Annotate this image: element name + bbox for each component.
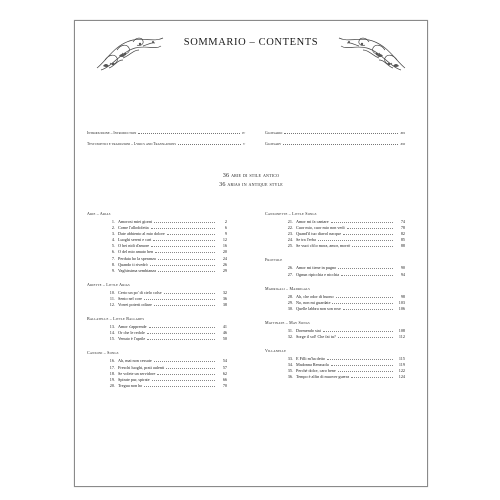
section-title: Frottole bbox=[265, 257, 283, 263]
entry-title: Tempo è alfin di muover guerra bbox=[296, 374, 350, 380]
section-title: Canzoni – Songs bbox=[87, 350, 119, 356]
entry-title: Se volete un servidore bbox=[118, 370, 156, 376]
section-title: Mattinate – May Songs bbox=[265, 319, 310, 325]
section-heading-english: 36 arias in antique style bbox=[219, 181, 283, 188]
contents-section bbox=[265, 320, 405, 340]
entry-page: 103 bbox=[398, 299, 405, 305]
entry-number: 10. bbox=[109, 289, 115, 295]
entry-page: 32 bbox=[222, 289, 227, 295]
entry-number: 12. bbox=[109, 302, 115, 308]
entry-title: Vaghissima sembianza bbox=[118, 267, 157, 273]
entry-title: Come l'allodoletta bbox=[118, 225, 149, 231]
entry-number: 11. bbox=[109, 295, 115, 301]
entry-number: 13. bbox=[109, 324, 115, 330]
contents-entry bbox=[265, 334, 405, 340]
entry-number: 14. bbox=[109, 330, 115, 336]
entry-page: 94 bbox=[400, 271, 405, 277]
entry-title: E Filli m'ha detto bbox=[296, 356, 326, 362]
entry-page: 20 bbox=[222, 249, 227, 255]
right-scroll-ornament-icon bbox=[337, 30, 407, 74]
entry-title: Vorrei poterti odiare bbox=[118, 302, 152, 308]
glossary-entry: Glossary xxi bbox=[265, 142, 405, 146]
entry-page: 16 bbox=[222, 243, 227, 249]
intro-entry: Introduzione – Introduction iv bbox=[87, 131, 245, 135]
document-page bbox=[74, 20, 428, 487]
entry-title: Quando ti rivedrò bbox=[118, 261, 148, 267]
entry-title: Madonna Renzuola bbox=[296, 362, 329, 368]
entry-number: 19. bbox=[109, 376, 115, 382]
entry-title: Tregua non ho bbox=[118, 382, 143, 388]
entry-page: 88 bbox=[400, 243, 405, 249]
section-title: Ariette – Little Arias bbox=[87, 281, 130, 287]
contents-section bbox=[265, 257, 405, 277]
entry-page: 90 bbox=[400, 265, 405, 271]
entry-page: 70 bbox=[222, 382, 227, 388]
entry-page: 124 bbox=[398, 374, 405, 380]
section-heading-italian: 36 arie di stile antico bbox=[222, 172, 280, 179]
entry-title: Se vuoi ch'io mora, amor, morrò bbox=[296, 243, 351, 249]
entry-title: Perché dolce, caro bene bbox=[296, 368, 336, 374]
entry-number: 22. bbox=[287, 225, 293, 231]
entry-page: 24 bbox=[222, 255, 227, 261]
entry-title: Or che le redole bbox=[118, 330, 145, 336]
entry-title: No, non mi guardate bbox=[296, 299, 331, 305]
entry-page: 38 bbox=[222, 302, 227, 308]
entry-page: 66 bbox=[222, 376, 227, 382]
entry-title: Dormendo stai bbox=[296, 327, 321, 333]
entry-title: Amor mi fa cantare bbox=[296, 219, 329, 224]
entry-number: 3. bbox=[111, 231, 115, 237]
contents-section bbox=[87, 282, 227, 308]
entry-title: Venuto è l'aprile bbox=[118, 336, 146, 342]
entry-number: 30. bbox=[287, 305, 293, 311]
entry-title: Freschi luoghi, prati aulenti bbox=[118, 364, 165, 370]
left-contents-column bbox=[87, 211, 227, 397]
contents-section bbox=[87, 211, 227, 274]
entry-number: 25. bbox=[287, 243, 293, 249]
entry-number: 31. bbox=[287, 327, 293, 333]
entry-number: 15. bbox=[109, 336, 115, 342]
section-title: Madrigali – Madrigals bbox=[265, 285, 310, 291]
contents-entry bbox=[87, 268, 227, 274]
contents-entry bbox=[87, 336, 227, 342]
entry-title: Amor s'apprende bbox=[118, 324, 147, 330]
page-title: SOMMARIO – CONTENTS bbox=[183, 37, 319, 48]
contents-section bbox=[265, 211, 405, 249]
entry-number: 7. bbox=[111, 255, 115, 261]
entry-title: Quand'il tuo diavol nacque bbox=[296, 231, 342, 237]
entry-number: 16. bbox=[109, 358, 115, 364]
entry-title: Certo un po' di cielo colse bbox=[118, 289, 162, 295]
entry-page: 85 bbox=[400, 237, 405, 243]
entry-page: 41 bbox=[222, 324, 227, 330]
entry-number: 27. bbox=[287, 271, 293, 277]
entry-number: 1. bbox=[111, 219, 115, 224]
entry-number: 34. bbox=[287, 362, 293, 368]
contents-section bbox=[87, 350, 227, 388]
entry-title: Quelle labbra non son rose bbox=[296, 305, 341, 311]
entry-title: Ah, che odor di buono bbox=[296, 293, 334, 299]
entry-number: 9. bbox=[111, 267, 115, 273]
entry-page: 108 bbox=[398, 327, 405, 333]
entry-page: 2 bbox=[224, 219, 227, 224]
entry-title: Se tra l'erba bbox=[296, 237, 316, 243]
entry-page: 112 bbox=[398, 334, 405, 340]
entry-page: 78 bbox=[400, 225, 405, 231]
entry-number: 21. bbox=[287, 219, 293, 224]
entry-number: 36. bbox=[287, 374, 293, 380]
page-header bbox=[75, 21, 427, 81]
entry-page: 122 bbox=[398, 368, 405, 374]
entry-number: 29. bbox=[287, 299, 293, 305]
entry-page: 62 bbox=[222, 370, 227, 376]
entry-page: 57 bbox=[222, 364, 227, 370]
contents-entry bbox=[87, 383, 227, 389]
contents-entry bbox=[265, 272, 405, 278]
entry-number: 17. bbox=[109, 364, 115, 370]
entry-number: 5. bbox=[111, 243, 115, 249]
contents-entry bbox=[87, 302, 227, 308]
entry-page: 98 bbox=[400, 293, 405, 299]
entry-page: 9 bbox=[224, 231, 227, 237]
entry-number: 26. bbox=[287, 265, 293, 271]
entry-title: Perduta ho la speranza bbox=[118, 255, 156, 261]
lyrics-entry: Testi poetici e traduzioni – Lyrics and Translations v bbox=[87, 142, 245, 146]
entry-number: 20. bbox=[109, 382, 115, 388]
entry-page: 29 bbox=[222, 267, 227, 273]
entry-title: Sorge il sol! Che fai tu? bbox=[296, 334, 336, 340]
entry-title: Ognun ripicchia e nicchia bbox=[296, 271, 340, 277]
entry-title: Ah, mai non cessate bbox=[118, 358, 152, 364]
section-title: Arie – Arias bbox=[87, 211, 111, 216]
entry-title: O del mio amato ben bbox=[118, 249, 154, 255]
entry-page: 119 bbox=[398, 362, 405, 368]
entry-page: 115 bbox=[398, 356, 405, 362]
entry-page: 12 bbox=[222, 237, 227, 243]
entry-title: Date abbiento al mio dolore bbox=[118, 231, 165, 237]
entry-page: 50 bbox=[222, 336, 227, 342]
entry-page: 54 bbox=[222, 358, 227, 364]
entry-title: Amorosi miei giorni bbox=[118, 219, 153, 224]
entry-title: Sento nel core bbox=[118, 295, 142, 301]
entry-page: 74 bbox=[400, 219, 405, 224]
entry-title: Cuor mio, cuor mio non vedi bbox=[296, 225, 345, 231]
entry-page: 6 bbox=[224, 225, 227, 231]
entry-number: 18. bbox=[109, 370, 115, 376]
entry-title: Luoghi sereni e cari bbox=[118, 237, 152, 243]
entry-title: O bei nidi d'amore bbox=[118, 243, 150, 249]
entry-page: 46 bbox=[222, 330, 227, 336]
contents-section bbox=[265, 286, 405, 312]
right-contents-column bbox=[265, 211, 405, 389]
entry-number: 23. bbox=[287, 231, 293, 237]
contents-entry bbox=[265, 306, 405, 312]
entry-number: 6. bbox=[111, 249, 115, 255]
contents-entry bbox=[265, 374, 405, 380]
section-title: Villanelle bbox=[265, 348, 287, 354]
entry-page: 106 bbox=[398, 305, 405, 311]
entry-number: 28. bbox=[287, 293, 293, 299]
entry-number: 4. bbox=[111, 237, 115, 243]
contents-entry bbox=[265, 243, 405, 249]
entry-title: Spirate pur, spirate bbox=[118, 376, 150, 382]
entry-number: 2. bbox=[111, 225, 115, 231]
entry-title: Amor mi tiene in pugno bbox=[296, 265, 337, 271]
section-title: Canzonette – Little Songs bbox=[265, 211, 317, 216]
entry-number: 24. bbox=[287, 237, 293, 243]
entry-page: 36 bbox=[222, 295, 227, 301]
entry-page: 26 bbox=[222, 261, 227, 267]
entry-number: 35. bbox=[287, 368, 293, 374]
entry-page: 82 bbox=[400, 231, 405, 237]
entry-number: 8. bbox=[111, 261, 115, 267]
contents-section bbox=[265, 348, 405, 380]
glossario-entry: Glossario xix bbox=[265, 131, 405, 135]
entry-number: 32. bbox=[287, 334, 293, 340]
section-title: Ballatelle – Little Ballades bbox=[87, 316, 145, 322]
contents-section bbox=[87, 316, 227, 342]
entry-number: 33. bbox=[287, 356, 293, 362]
